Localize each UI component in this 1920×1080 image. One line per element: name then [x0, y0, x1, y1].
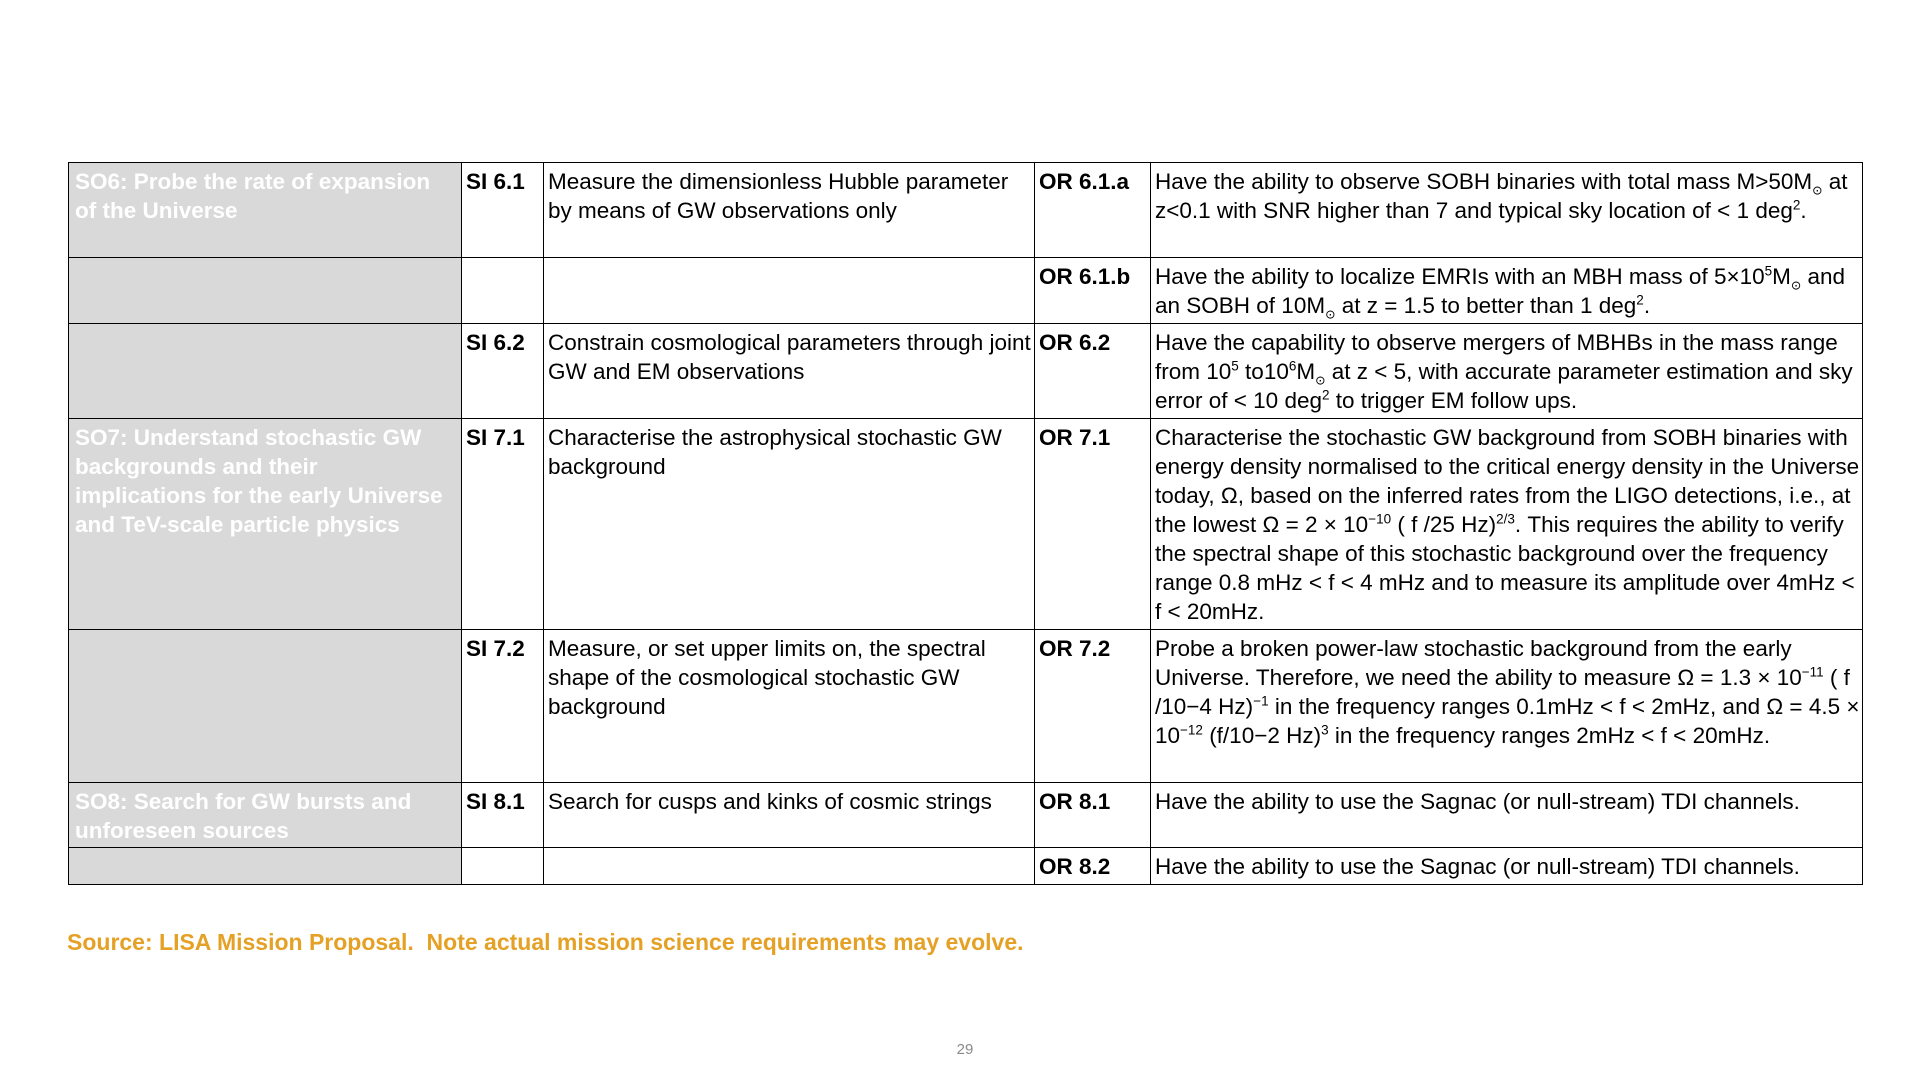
observational-requirement-id: OR 7.1 [1035, 419, 1151, 630]
science-investigation-id: SI 8.1 [462, 783, 544, 848]
observational-requirement-id: OR 6.1.b [1035, 258, 1151, 324]
table-row [69, 324, 1863, 419]
science-investigation-text: Measure, or set upper limits on, the spectral shape of the cosmological stochastic GW background [544, 630, 1035, 783]
science-investigation-id [462, 848, 544, 885]
science-investigation-text: Characterise the astrophysical stochastic GW background [544, 419, 1035, 630]
science-objective-cell [69, 258, 462, 324]
observational-requirement-id: OR 7.2 [1035, 630, 1151, 783]
observational-requirement-text: Probe a broken power-law stochastic background from the early Universe. Therefore, we need the ability to measure $\Omega = 1.3 \times 10^{-11}$ ( f /10−4 Hz)$^{-1}$ in the frequency ranges 0.1mHz < f < 2mHz, and $\Omega = 4.5 \times 10^{-12}$ (f/10−2 Hz)$^3$ in the frequency ranges 2mHz < f < 20mHz. [1151, 630, 1863, 783]
science-objective-cell: SO8: Search for GW bursts and unforeseen sources [69, 783, 462, 848]
science-investigation-id: SI 7.2 [462, 630, 544, 783]
requirements-table [68, 162, 1863, 885]
observational-requirement-id: OR 8.1 [1035, 783, 1151, 848]
observational-requirement-id: OR 6.2 [1035, 324, 1151, 419]
science-objective-cell: SO6: Probe the rate of expansion of the Universe [69, 163, 462, 258]
science-investigation-text: Constrain cosmological parameters through joint GW and EM observations [544, 324, 1035, 419]
science-objective-cell: SO7: Understand stochastic GW backgrounds and their implications for the early Universe and TeV-scale particle physics [69, 419, 462, 630]
science-investigation-text [544, 848, 1035, 885]
page-number: 29 [956, 1041, 974, 1058]
table-row [69, 783, 1863, 848]
science-investigation-id: SI 6.2 [462, 324, 544, 419]
observational-requirement-text: Have the ability to use the Sagnac (or null-stream) TDI channels. [1151, 783, 1863, 848]
science-investigation-text: Search for cusps and kinks of cosmic strings [544, 783, 1035, 848]
observational-requirement-text: Have the ability to observe SOBH binaries with total mass $M>50M_⊙$ at z<0.1 with SNR higher than 7 and typical sky location of < 1 deg$^2$. [1151, 163, 1863, 258]
science-investigation-text [544, 258, 1035, 324]
table-row [69, 630, 1863, 783]
science-objective-cell [69, 630, 462, 783]
science-objective-cell [69, 848, 462, 885]
observational-requirement-id: OR 8.2 [1035, 848, 1151, 885]
science-investigation-text: Measure the dimensionless Hubble parameter by means of GW observations only [544, 163, 1035, 258]
table-row [69, 848, 1863, 885]
table-row [69, 163, 1863, 258]
observational-requirement-text: Have the ability to use the Sagnac (or null-stream) TDI channels. [1151, 848, 1863, 885]
science-investigation-id [462, 258, 544, 324]
observational-requirement-text: Have the capability to observe mergers of MBHBs in the mass range from $10^5$ $to10^6M_⊙$ at z < 5, with accurate parameter estimation and sky error of < 10 deg$^2$ to trigger EM follow ups. [1151, 324, 1863, 419]
table-row [69, 419, 1863, 630]
science-objective-cell [69, 324, 462, 419]
observational-requirement-text: Have the ability to localize EMRIs with an MBH mass of $5\times 10^5M_⊙$ and an SOBH of $10M_⊙$ at z = 1.5 to better than 1 deg$^2$. [1151, 258, 1863, 324]
table-row [69, 258, 1863, 324]
observational-requirement-id: OR 6.1.a [1035, 163, 1151, 258]
science-investigation-id: SI 7.1 [462, 419, 544, 630]
observational-requirement-text: Characterise the stochastic GW background from SOBH binaries with energy density normalised to the critical energy density in the Universe today, Ω, based on the inferred rates from the LIGO detections, i.e., at the lowest $\Omega = 2 \times 10^{-10}$ ( f /25 Hz)$^{2/3}$. This requires the ability to verify the spectral shape of this stochastic background over the frequency range 0.8 mHz < f < 4 mHz and to measure its amplitude over 4mHz < f < 20mHz. [1151, 419, 1863, 630]
science-investigation-id: SI 6.1 [462, 163, 544, 258]
source-note: Source: LISA Mission Proposal. Note actual mission science requirements may evolve. [67, 929, 1024, 955]
